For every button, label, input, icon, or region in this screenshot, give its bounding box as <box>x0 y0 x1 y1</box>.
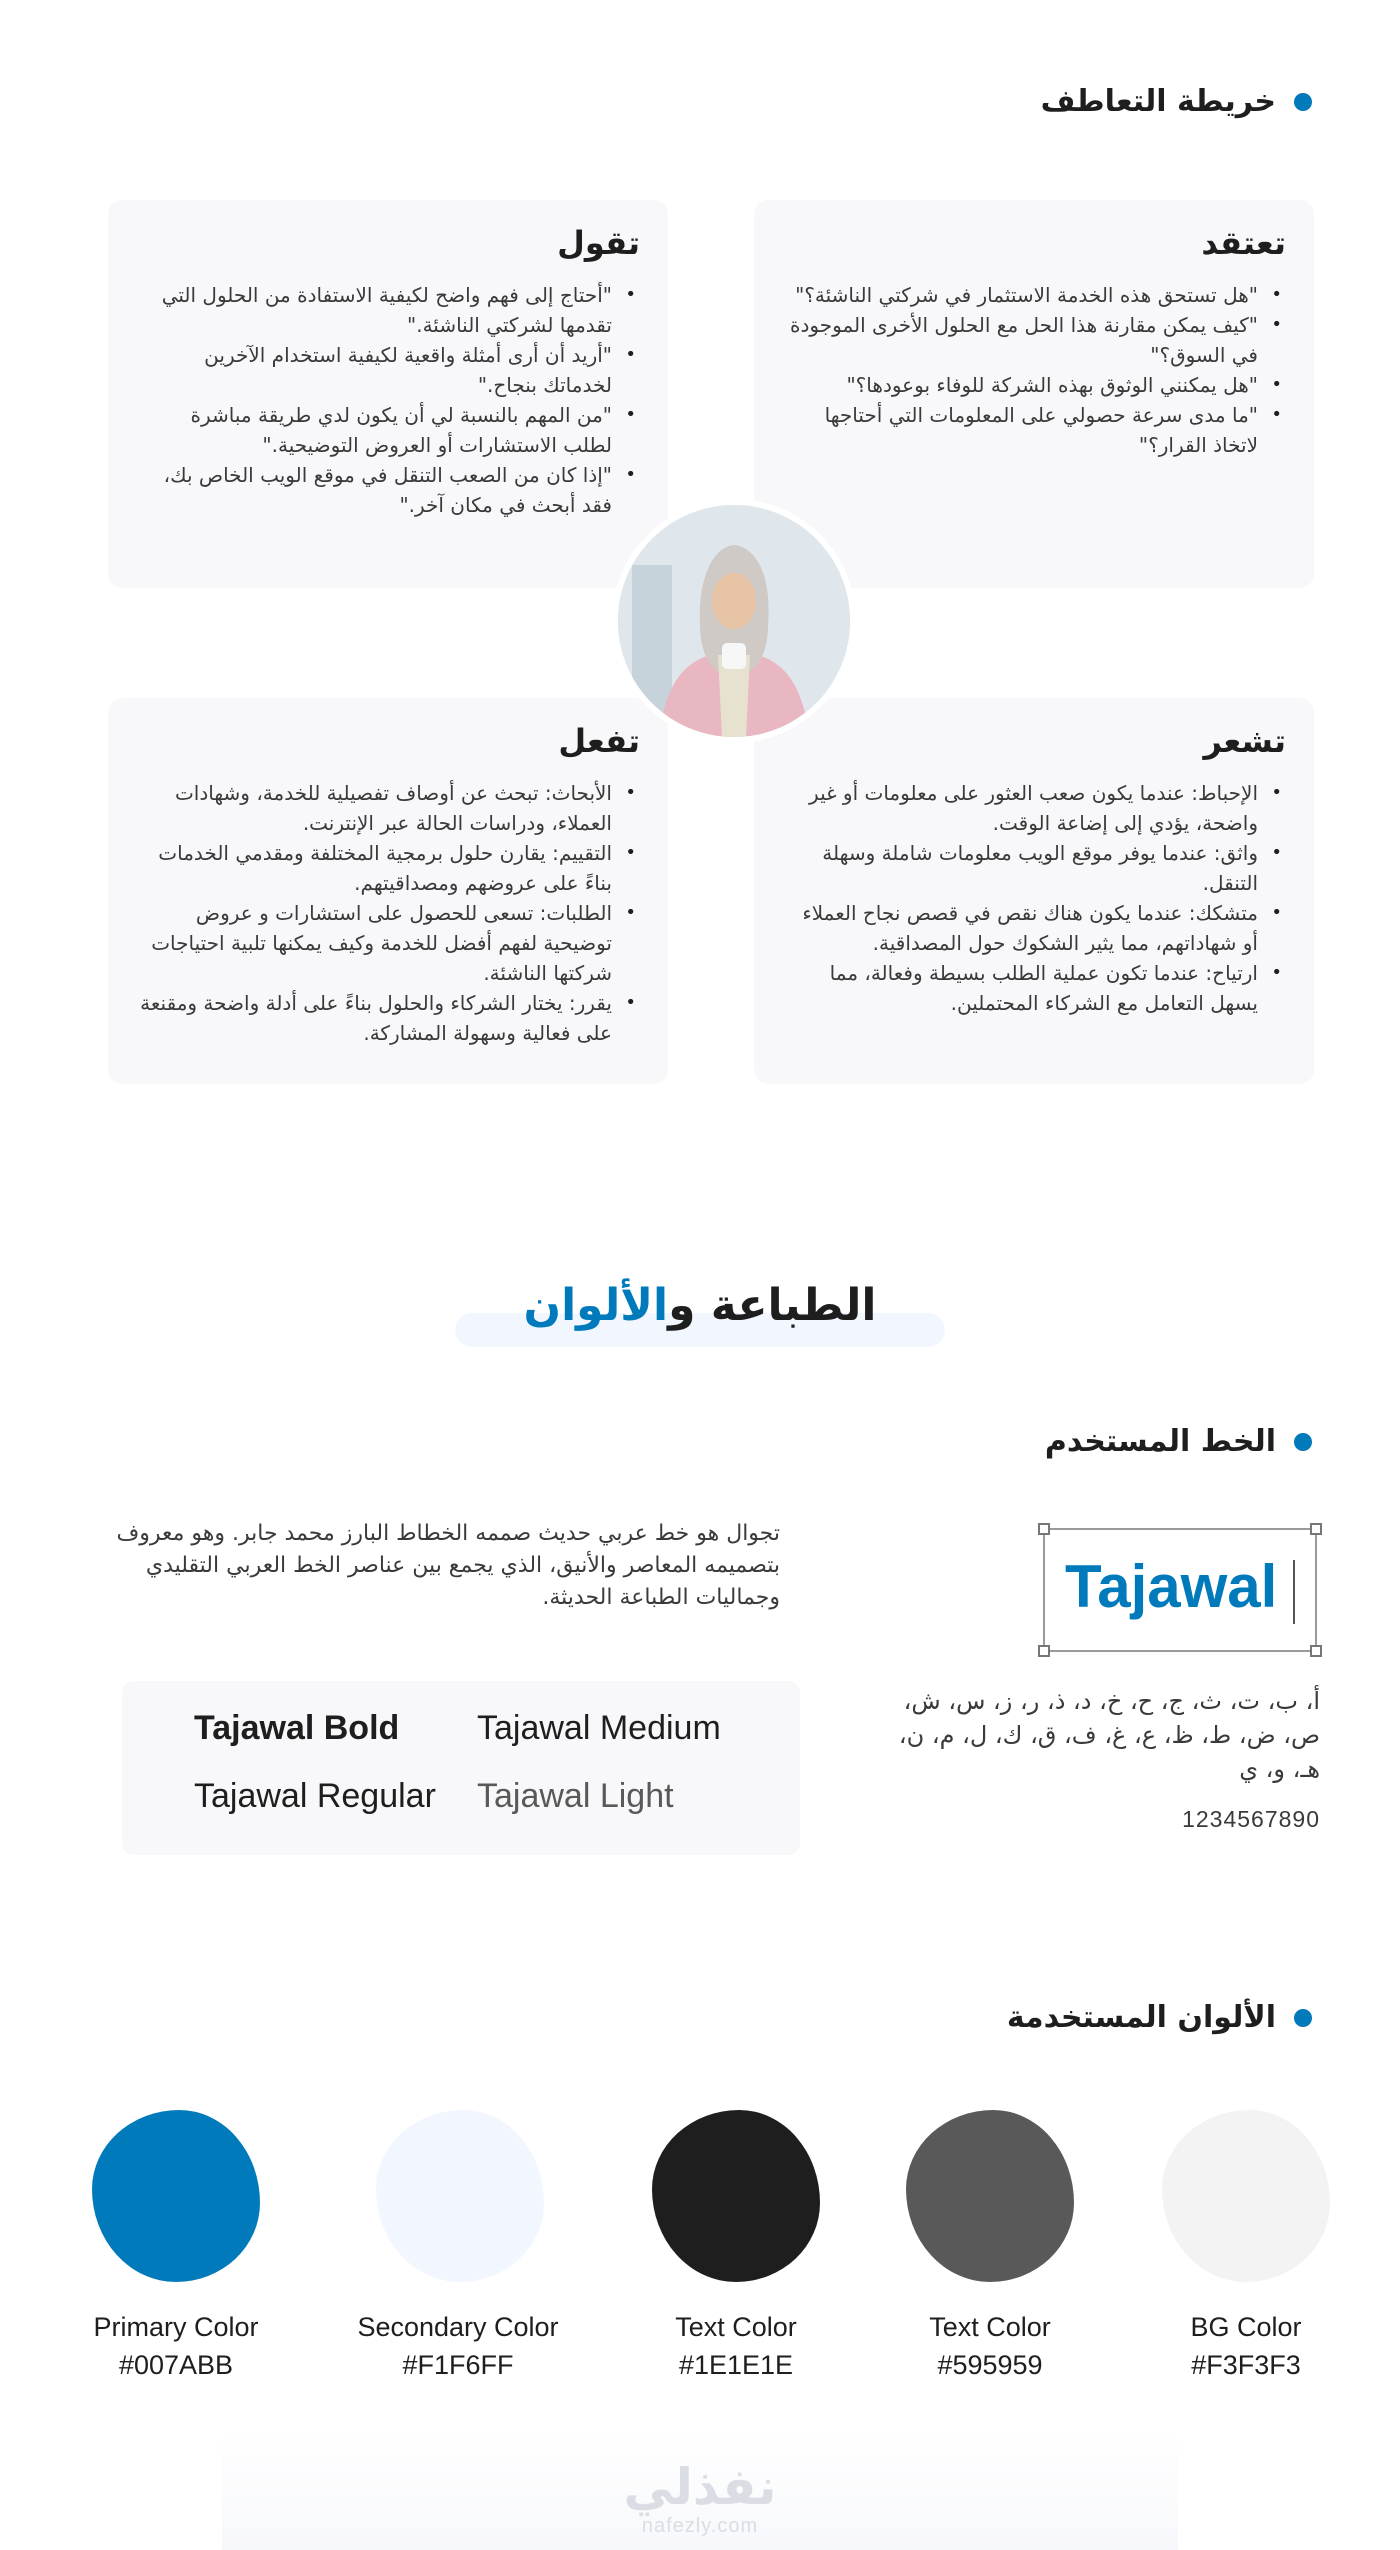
text-cursor-icon <box>1293 1560 1295 1624</box>
persona-avatar <box>618 505 850 737</box>
list-item: • "من المهم بالنسبة لي أن يكون لدي طريقة مباشرة لطلب الاستشارات أو العروض التوضيحية." <box>136 400 612 460</box>
swatch-hex: #007ABB <box>118 2350 234 2380</box>
list-item: • "ما مدى سرعة حصولي على المعلومات التي أحتاجها لاتخاذ القرار؟" <box>782 400 1258 460</box>
weight-regular: Tajawal Regular <box>194 1777 436 1815</box>
watermark-arabic: نفذلي <box>623 2458 777 2516</box>
digits-sample: 1234567890 <box>1182 1806 1320 1832</box>
swatch-label-text-dark <box>606 2308 866 2384</box>
weight-bold: Tajawal Bold <box>194 1709 400 1747</box>
title-part-colors: الألوان <box>523 1280 669 1331</box>
swatch-label-bg <box>1116 2308 1376 2384</box>
feel-card-title: تشعر <box>1203 722 1286 760</box>
list-item: • الإحباط: عندما يكون صعب العثور على معلومات أو غير واضحة، يؤدي إلى إضاعة الوقت. <box>782 778 1258 838</box>
swatch-name: Secondary Color <box>357 2312 559 2342</box>
swatch-text-dark <box>652 2110 820 2282</box>
list-item: • "هل يمكنني الوثوق بهذه الشركة للوفاء بوعودها؟" <box>782 370 1258 400</box>
swatch-name: Text Color <box>929 2312 1051 2342</box>
list-item: • "هل تستحق هذه الخدمة الاستثمار في شركتي الناشئة؟" <box>782 280 1258 310</box>
feel-list <box>782 778 1286 1018</box>
say-list <box>136 280 640 520</box>
swatch-label-text-gray <box>860 2308 1120 2384</box>
font-specimen-box <box>1043 1528 1317 1652</box>
swatch-text-gray <box>906 2110 1074 2282</box>
think-card-title: تعتقد <box>1201 224 1286 262</box>
list-item: • ارتياح: عندما تكون عملية الطلب بسيطة وفعالة، مما يسهل التعامل مع الشركاء المحتملين. <box>782 958 1258 1018</box>
do-list <box>136 778 640 1048</box>
swatch-bg <box>1162 2110 1330 2282</box>
swatch-primary <box>92 2110 260 2282</box>
swatch-hex: #1E1E1E <box>678 2350 794 2380</box>
swatch-secondary <box>376 2110 544 2282</box>
list-item: • متشكك: عندما يكون هناك نقص في قصص نجاح العملاء أو شهاداتهم، مما يثير الشكوك حول المصداقية. <box>782 898 1258 958</box>
think-card <box>754 200 1314 588</box>
swatch-hex: #595959 <box>937 2350 1043 2380</box>
say-card-title: تقول <box>557 224 640 262</box>
do-card-title: تفعل <box>558 722 640 760</box>
watermark-latin: nafezly.com <box>641 2515 759 2537</box>
font-section-title: الخط المستخدم <box>1044 1424 1276 1459</box>
list-item: • الطلبات: تسعى للحصول على استشارات و عروض توضيحية لفهم أفضل للخدمة وكيف يمكنها تلبية احتياجات شركتها الناشئة. <box>136 898 612 988</box>
persona-illustration <box>618 505 850 737</box>
resize-handle <box>1310 1523 1322 1535</box>
swatch-hex: #F1F6FF <box>402 2350 514 2380</box>
colors-section-header <box>1007 2000 1312 2035</box>
colors-section-title: الألوان المستخدمة <box>1006 2000 1276 2035</box>
typography-colors-title <box>0 1280 1400 1331</box>
think-list <box>782 280 1286 460</box>
bullet-dot-icon <box>1294 1433 1312 1451</box>
resize-handle <box>1038 1523 1050 1535</box>
list-item: • "أريد أن أرى أمثلة واقعية لكيفية استخدام الآخرين لخدماتك بنجاح." <box>136 340 612 400</box>
do-card <box>108 698 668 1084</box>
list-item: • يقرر: يختار الشركاء والحلول بناءً على أدلة واضحة ومقنعة على فعالية وسهولة المشاركة. <box>136 988 612 1048</box>
arabic-alphabet: أ، ب، ت، ث، ج، ح، خ، د، ذ، ر، ز، س، ش، ص، ض، ط، ظ، ع، غ، ف، ق، ك، ل، م، ن، هـ، و، ي <box>898 1687 1320 1783</box>
bullet-dot-icon <box>1294 2009 1312 2027</box>
empathy-section-title: خريطة التعاطف <box>1040 84 1276 119</box>
say-card <box>108 200 668 588</box>
weight-light: Tajawal Light <box>477 1777 674 1815</box>
watermark-logo <box>0 2460 1400 2538</box>
font-specimen-word: Tajawal <box>1065 1553 1278 1620</box>
feel-card <box>754 698 1314 1084</box>
empathy-section-header <box>1041 84 1312 119</box>
list-item: • "إذا كان من الصعب التنقل في موقع الويب الخاص بك، فقد أبحث في مكان آخر." <box>136 460 612 520</box>
swatch-name: Primary Color <box>93 2312 259 2342</box>
list-item: • "أحتاج إلى فهم واضح لكيفية الاستفادة من الحلول التي تقدمها لشركتي الناشئة." <box>136 280 612 340</box>
weight-medium: Tajawal Medium <box>477 1709 721 1747</box>
swatch-hex: #F3F3F3 <box>1191 2350 1301 2380</box>
swatch-label-primary <box>46 2308 306 2384</box>
bullet-dot-icon <box>1294 93 1312 111</box>
font-section-header <box>1045 1424 1312 1459</box>
font-weights-panel <box>122 1681 800 1855</box>
font-description: تجوال هو خط عربي حديث صممه الخطاط البارز محمد جابر. وهو معروف بتصميمه المعاصر والأنيق، الذي يجمع بين عناصر الخط العربي التقليدي وجماليات الطباعة الحديثة. <box>116 1521 780 1610</box>
list-item: • "كيف يمكن مقارنة هذا الحل مع الحلول الأخرى الموجودة في السوق؟" <box>782 310 1258 370</box>
title-part-typography: الطباعة و <box>668 1280 877 1331</box>
list-item: • الأبحاث: تبحث عن أوصاف تفصيلية للخدمة، وشهادات العملاء، ودراسات الحالة عبر الإنترنت. <box>136 778 612 838</box>
resize-handle <box>1310 1645 1322 1657</box>
swatch-name: Text Color <box>675 2312 797 2342</box>
list-item: • واثق: عندما يوفر موقع الويب معلومات شاملة وسهلة التنقل. <box>782 838 1258 898</box>
resize-handle <box>1038 1645 1050 1657</box>
list-item: • التقييم: يقارن حلول برمجية المختلفة ومقدمي الخدمات بناءً على عروضهم ومصداقيتهم. <box>136 838 612 898</box>
swatch-name: BG Color <box>1190 2312 1302 2342</box>
swatch-label-secondary <box>328 2308 588 2384</box>
